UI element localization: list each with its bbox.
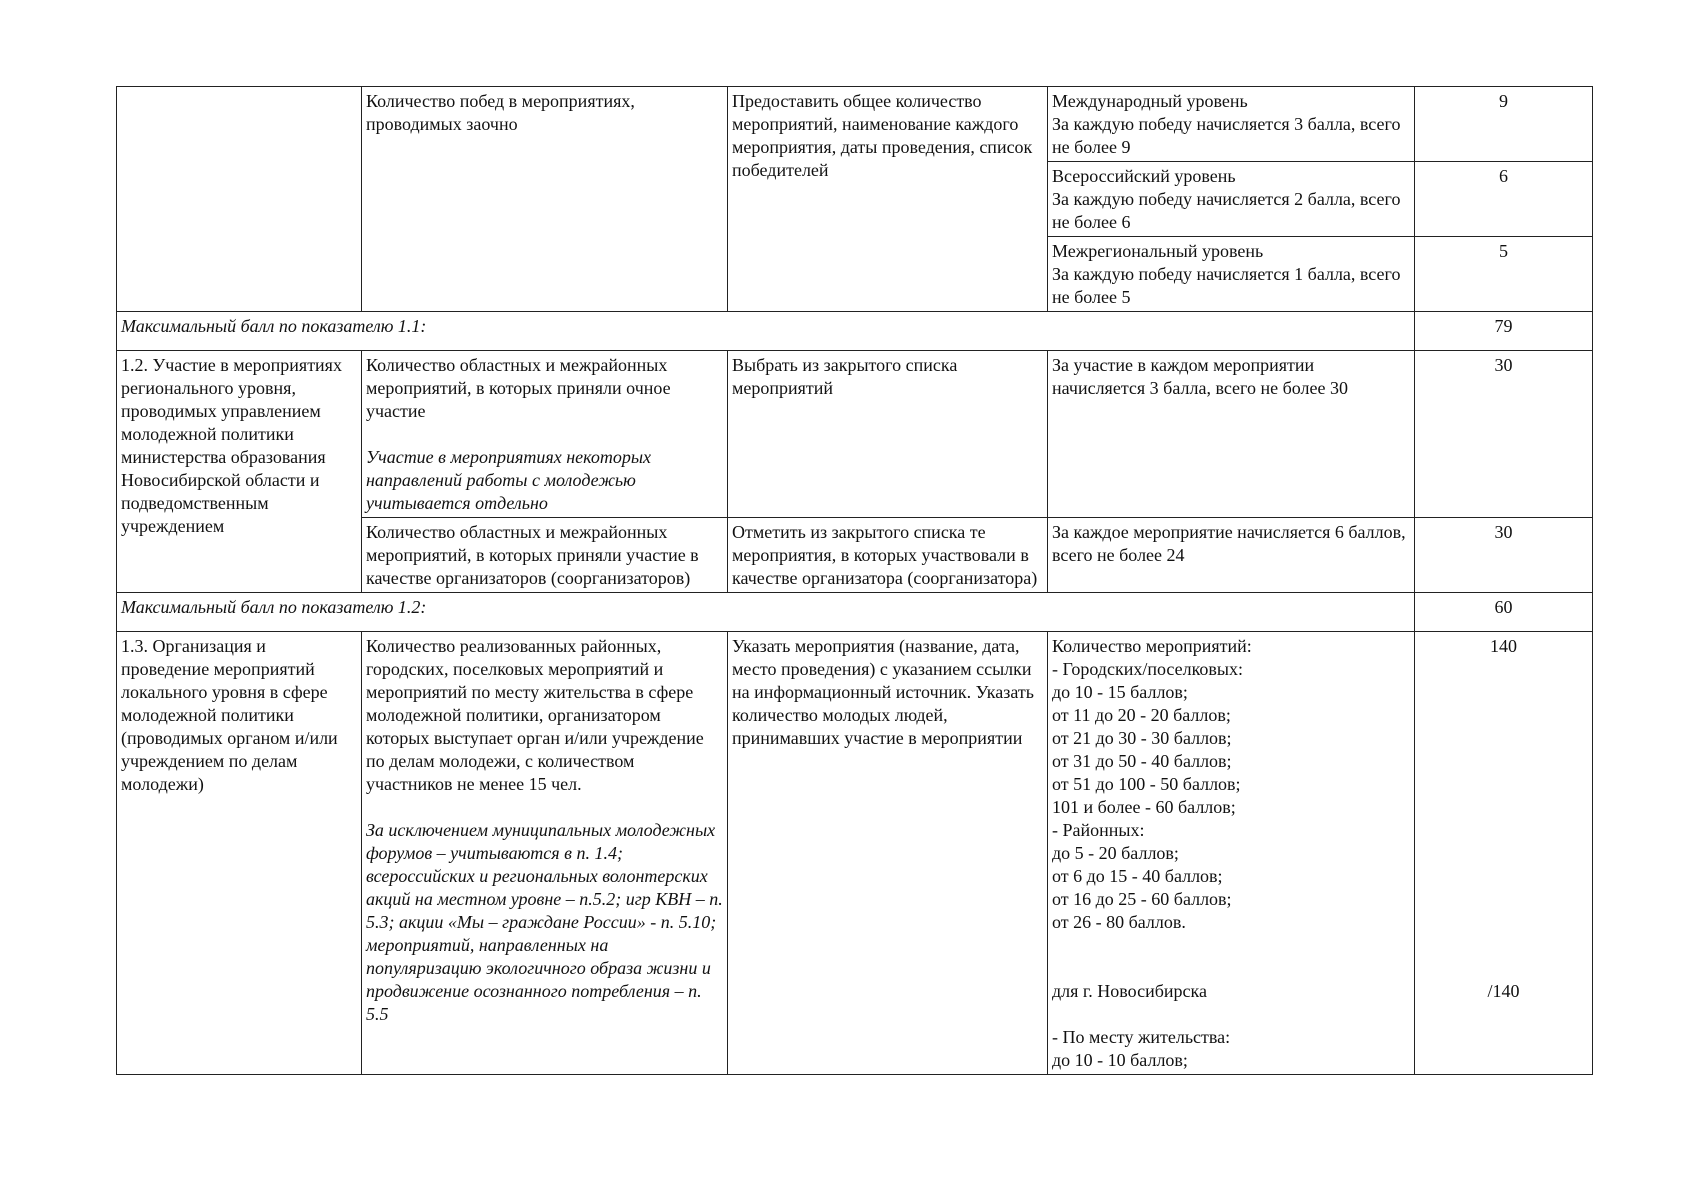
indicator-cell-empty <box>117 87 362 312</box>
spacer <box>366 796 723 819</box>
score-cell <box>1415 632 1593 1075</box>
indicator-cell: 1.3. Организация и проведение мероприятий локального уровня в сфере молодежной политики (проводимых органом и/или учреждением по делам молодежи) <box>117 632 362 1075</box>
criterion-cell: Количество побед в мероприятиях, проводимых заочно <box>362 87 728 312</box>
level-cell <box>1048 87 1415 162</box>
score-cell: 30 <box>1415 518 1593 593</box>
level-title: Межрегиональный уровень <box>1052 241 1264 261</box>
scoring-line: Количество мероприятий: <box>1052 636 1252 656</box>
scoring-line: от 16 до 25 - 60 баллов; <box>1052 889 1232 909</box>
scoring-line: 101 и более - 60 баллов; <box>1052 797 1236 817</box>
scoring-line: от 6 до 15 - 40 баллов; <box>1052 866 1223 886</box>
level-detail: За каждую победу начисляется 3 балла, всего не более 9 <box>1052 114 1401 157</box>
spacer <box>1052 934 1410 980</box>
novosibirsk-label: для г. Новосибирска <box>1052 981 1207 1001</box>
instruction-cell: Отметить из закрытого списка те мероприятия, в которых участвовали в качестве организатора (соорганизатора) <box>728 518 1048 593</box>
level-title: Международный уровень <box>1052 91 1248 111</box>
max-score-value: 79 <box>1415 312 1593 351</box>
criterion-text: Количество реализованных районных, городских, поселковых мероприятий и мероприятий по месту жительства в сфере молодежной политики, организатором которых выступает орган и/или учреждение по делам молодежи, с количеством участников не менее 15 чел. <box>366 636 704 794</box>
score-novosibirsk: /140 <box>1487 981 1520 1001</box>
scoring-cell: За участие в каждом мероприятии начисляется 3 балла, всего не более 30 <box>1048 351 1415 518</box>
scoring-line: от 26 - 80 баллов. <box>1052 912 1186 932</box>
scoring-line: до 5 - 20 баллов; <box>1052 843 1179 863</box>
criterion-cell <box>362 351 728 518</box>
table-row <box>117 632 1593 1075</box>
level-title: Всероссийский уровень <box>1052 166 1236 186</box>
max-score-value: 60 <box>1415 593 1593 632</box>
max-score-row <box>117 593 1593 632</box>
scoring-line: от 11 до 20 - 20 баллов; <box>1052 705 1231 725</box>
max-score-label: Максимальный балл по показателю 1.2: <box>117 593 1415 632</box>
max-score-label: Максимальный балл по показателю 1.1: <box>117 312 1415 351</box>
scoring-line: от 51 до 100 - 50 баллов; <box>1052 774 1241 794</box>
table-row <box>117 87 1593 162</box>
spacer <box>1419 658 1588 980</box>
indicator-cell: 1.2. Участие в мероприятиях регионального уровня, проводимых управлением молодежной политики министерства образования Новосибирской области и подведомственным учреждением <box>117 351 362 593</box>
scoring-line: от 31 до 50 - 40 баллов; <box>1052 751 1232 771</box>
spacer <box>366 423 723 446</box>
criterion-note: За исключением муниципальных молодежных форумов – учитываются в п. 1.4; всероссийских и региональных волонтерских акций на местном уровне – п.5.2; игр КВН – п. 5.3; акции «Мы – граждане России» - п. 5.10; мероприятий, направленных на популяризацию экологичного образа жизни и продвижение осознанного потребления – п. 5.5 <box>366 820 723 1024</box>
scoring-line: до 10 - 10 баллов; <box>1052 1050 1188 1070</box>
score-cell: 5 <box>1415 237 1593 312</box>
level-detail: За каждую победу начисляется 1 балла, всего не более 5 <box>1052 264 1401 307</box>
level-detail: За каждую победу начисляется 2 балла, всего не более 6 <box>1052 189 1401 232</box>
score-cell: 6 <box>1415 162 1593 237</box>
instruction-cell: Выбрать из закрытого списка мероприятий <box>728 351 1048 518</box>
score-cell: 30 <box>1415 351 1593 518</box>
spacer <box>1052 1003 1410 1026</box>
scoring-line: от 21 до 30 - 30 баллов; <box>1052 728 1232 748</box>
criterion-cell <box>362 632 728 1075</box>
level-cell <box>1048 162 1415 237</box>
scoring-line: - Районных: <box>1052 820 1145 840</box>
criterion-note: Участие в мероприятиях некоторых направлений работы с молодежью учитывается отдельно <box>366 447 652 513</box>
criterion-cell: Количество областных и межрайонных мероприятий, в которых приняли участие в качестве организаторов (соорганизаторов) <box>362 518 728 593</box>
table-row <box>117 351 1593 518</box>
instruction-cell: Предоставить общее количество мероприятий, наименование каждого мероприятия, даты проведения, список победителей <box>728 87 1048 312</box>
instruction-cell: Указать мероприятия (название, дата, место проведения) с указанием ссылки на информационный источник. Указать количество молодых людей, принимавших участие в мероприятии <box>728 632 1048 1075</box>
scoring-line: - Городских/поселковых: <box>1052 659 1244 679</box>
scoring-line: - По месту жительства: <box>1052 1027 1231 1047</box>
criterion-text: Количество областных и межрайонных мероприятий, в которых приняли очное участие <box>366 355 671 421</box>
score-cell: 9 <box>1415 87 1593 162</box>
scoring-cell <box>1048 632 1415 1075</box>
level-cell <box>1048 237 1415 312</box>
score-value: 140 <box>1490 636 1517 656</box>
criteria-table <box>116 86 1593 1075</box>
scoring-line: до 10 - 15 баллов; <box>1052 682 1188 702</box>
scoring-cell: За каждое мероприятие начисляется 6 баллов, всего не более 24 <box>1048 518 1415 593</box>
max-score-row <box>117 312 1593 351</box>
